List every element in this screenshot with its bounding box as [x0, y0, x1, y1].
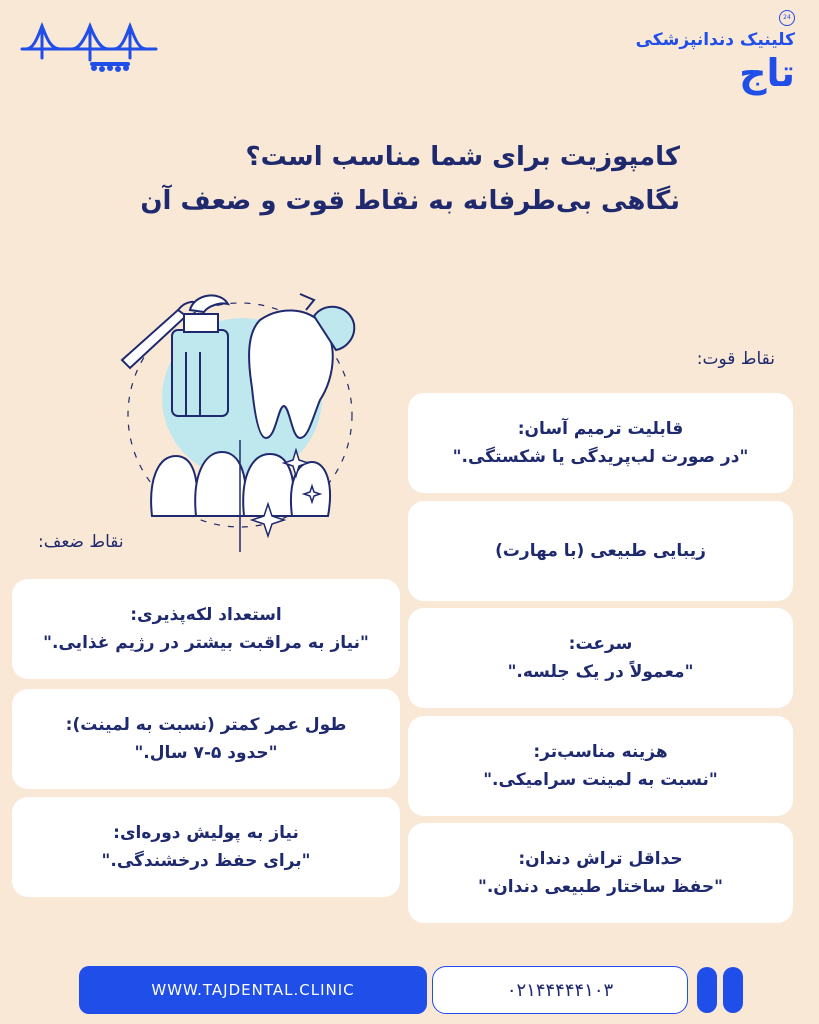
- card-title: نیاز به پولیش دوره‌ای:: [113, 823, 299, 843]
- strength-card: [408, 393, 793, 493]
- decorative-pill-icon: [723, 967, 743, 1013]
- strength-card: [408, 501, 793, 601]
- weakness-card: [12, 689, 400, 789]
- card-title: زیبایی طبیعی (با مهارت): [495, 541, 706, 561]
- card-title: هزینه مناسب‌تر:: [533, 742, 668, 762]
- card-title: سرعت:: [568, 634, 633, 654]
- card-body: "برای حفظ درخشندگی.": [101, 851, 311, 871]
- card-title: قابلیت ترمیم آسان:: [517, 419, 684, 439]
- phone-number[interactable]: ۰۲۱۴۴۴۴۴۱۰۳: [432, 966, 688, 1014]
- card-body: "نسبت به لمینت سرامیکی.": [483, 770, 718, 790]
- 24-hour-badge-icon: 24: [779, 10, 795, 26]
- strengths-label: نقاط قوت:: [696, 349, 775, 369]
- teeth-wave-logo-icon: [20, 18, 160, 80]
- strength-card: [408, 608, 793, 708]
- headline-line-1: کامپوزیت برای شما مناسب است؟: [245, 142, 680, 172]
- brand-subtitle: کلینیک دندانپزشکی: [635, 30, 795, 50]
- card-body: "حدود ۵-۷ سال.": [134, 743, 278, 763]
- card-body: "در صورت لب‌پریدگی یا شکستگی.": [452, 447, 749, 467]
- headline-line-2: نگاهی بی‌طرفانه به نقاط قوت و ضعف آن: [140, 186, 680, 216]
- weakness-card: [12, 579, 400, 679]
- card-body: "معمولاً در یک جلسه.": [507, 662, 694, 682]
- brand-logo: [615, 12, 795, 94]
- card-body: "نیاز به مراقبت بیشتر در رژیم غذایی.": [43, 633, 369, 653]
- card-body: "حفظ ساختار طبیعی دندان.": [477, 877, 724, 897]
- strength-card: [408, 823, 793, 923]
- weakness-card: [12, 797, 400, 897]
- weaknesses-label: نقاط ضعف:: [38, 532, 124, 552]
- strength-card: [408, 716, 793, 816]
- card-title: طول عمر کمتر (نسبت به لمینت):: [65, 715, 347, 735]
- brand-name: تاج: [739, 51, 795, 95]
- card-title: حداقل تراش دندان:: [518, 849, 683, 869]
- dental-composite-illustration-icon: [100, 280, 380, 560]
- website-link[interactable]: WWW.TAJDENTAL.CLINIC: [79, 966, 427, 1014]
- decorative-pill-icon: [697, 967, 717, 1013]
- card-title: استعداد لکه‌پذیری:: [130, 605, 282, 625]
